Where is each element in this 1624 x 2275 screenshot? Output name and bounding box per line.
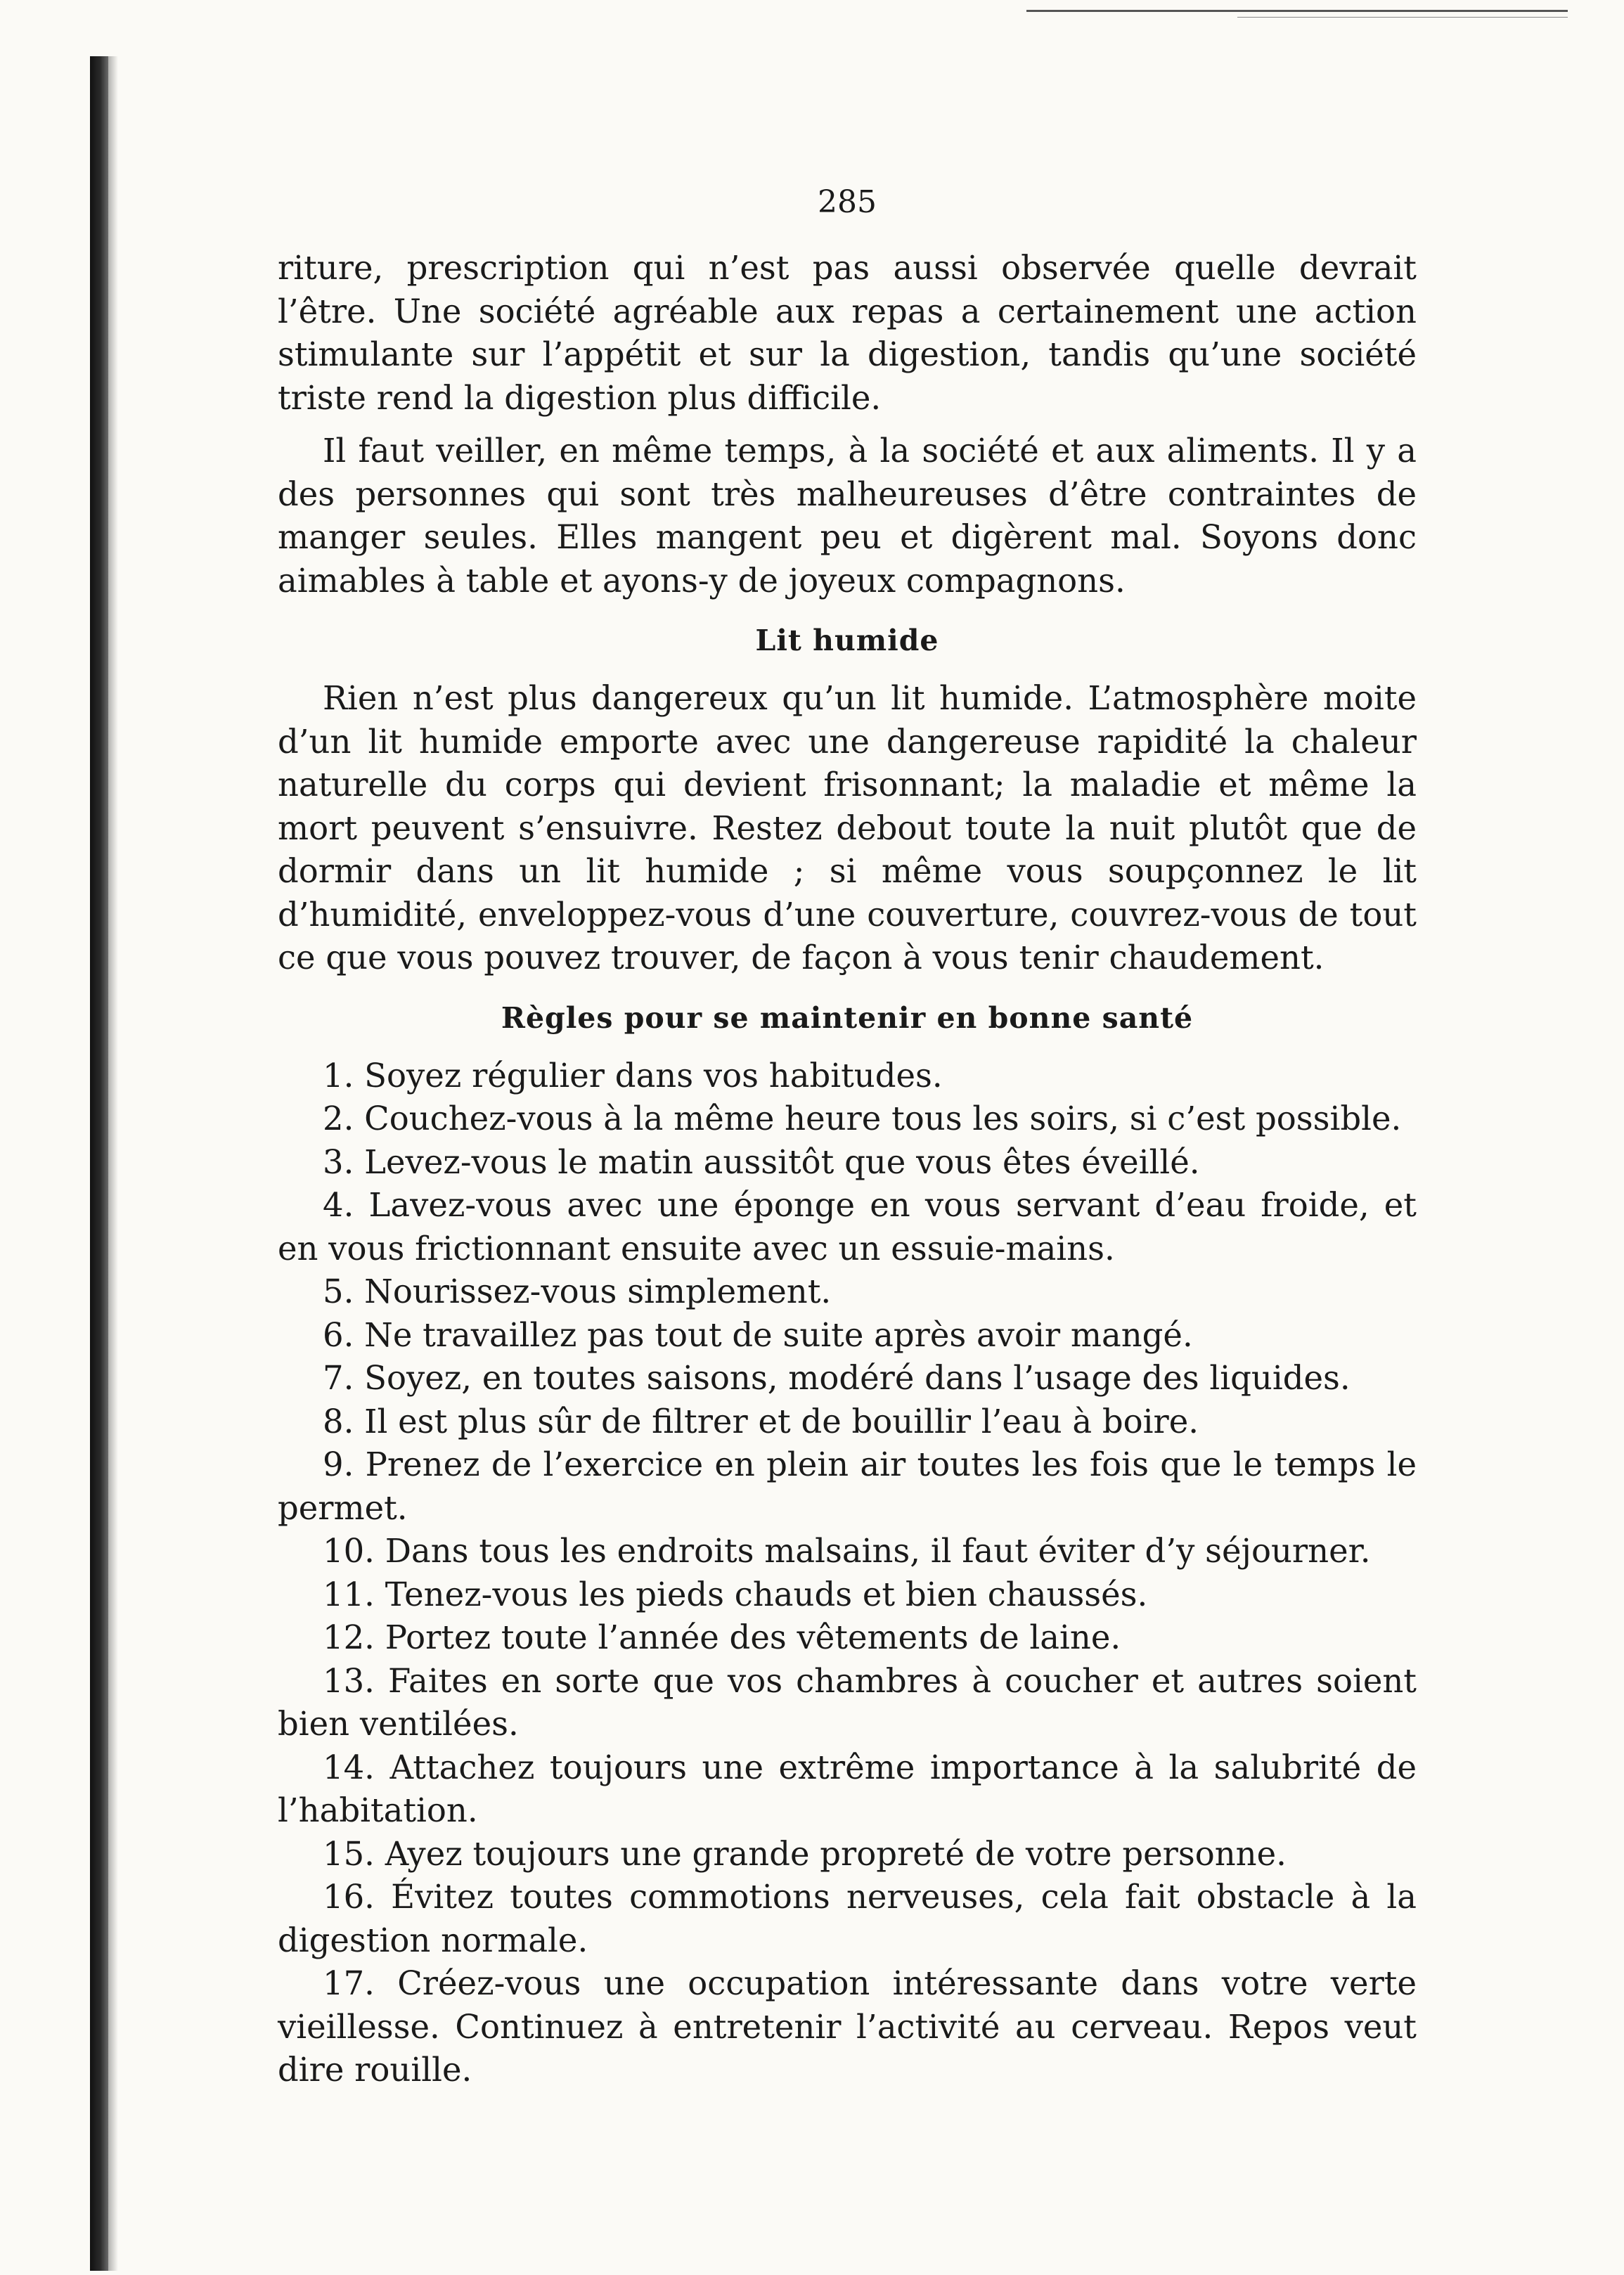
scan-binding-edge (90, 56, 108, 2271)
section-title-lit-humide: Lit humide (755, 624, 939, 657)
rule-item: 9. Prenez de l’exercice en plein air toutes les fois que le temps le permet. (278, 1445, 1417, 1527)
rule-item: 12. Portez toute l’année des vêtements de laine. (323, 1618, 1121, 1656)
scan-top-rule-thin (1237, 17, 1568, 18)
scan-top-rule (1026, 10, 1568, 12)
rule-item: 4. Lavez-vous avec une éponge en vous servant d’eau froide, et en vous frictionnant ensuite avec un essuie-mains. (278, 1186, 1417, 1268)
paragraph-continuation: riture, prescription qui n’est pas aussi observée quelle devrait l’être. Une société agréable aux repas a certainement une action stimulante sur l’appétit et sur la digestion, tandis qu’une société triste rend la digestion plus difficile. (278, 249, 1417, 417)
rule-item: 14. Attachez toujours une extrême importance à la salubrité de l’habitation. (278, 1748, 1417, 1829)
rule-item: 17. Créez-vous une occupation intéressante dans votre verte vieillesse. Continuez à entretenir l’activité au cerveau. Repos veut dire rouille. (278, 1964, 1417, 2089)
rule-item: 6. Ne travaillez pas tout de suite après avoir mangé. (323, 1315, 1193, 1354)
rule-item: 7. Soyez, en toutes saisons, modéré dans l’usage des liquides. (323, 1359, 1351, 1397)
section-title-regles: Règles pour se maintenir en bonne santé (501, 1000, 1194, 1035)
rule-item: 8. Il est plus sûr de filtrer et de bouillir l’eau à boire. (323, 1402, 1199, 1441)
paragraph-lit-humide: Rien n’est plus dangereux qu’un lit humide. L’atmosphère moite d’un lit humide emporte avec une dangereuse rapidité la chaleur naturelle du corps qui devient frisonnant; la maladie et même la mort peuvent s’ensuivre. Restez debout toute la nuit plutôt que de dormir dans un lit humide ; si même vous soupçonnez le lit d’humidité, enveloppez-vous d’une couverture, couvrez-vous de tout ce que vous pouvez trouver, de façon à vous tenir chaudement. (278, 679, 1417, 977)
rule-item: 16. Évitez toutes commotions nerveuses, cela fait obstacle à la digestion normale. (278, 1878, 1417, 1959)
rules-list (278, 1055, 1417, 2092)
rule-item: 2. Couchez-vous à la même heure tous les soirs, si c’est possible. (323, 1100, 1402, 1138)
rule-item: 13. Faites en sorte que vos chambres à coucher et autres soient bien ventilées. (278, 1661, 1417, 1743)
rule-item: 3. Levez-vous le matin aussitôt que vous êtes éveillé. (323, 1142, 1200, 1181)
paragraph-society: Il faut veiller, en même temps, à la société et aux aliments. Il y a des personnes qui sont très malheureuses d’être contraintes de manger seules. Elles mangent peu et digèrent mal. Soyons donc aimables à table et ayons-y de joyeux compagnons. (278, 432, 1417, 600)
rule-item: 10. Dans tous les endroits malsains, il faut éviter d’y séjourner. (323, 1532, 1371, 1570)
rule-item: 15. Ayez toujours une grande propreté de votre personne. (323, 1834, 1287, 1873)
rule-item: 11. Tenez-vous les pieds chauds et bien chaussés. (323, 1575, 1148, 1613)
rule-item: 1. Soyez régulier dans vos habitudes. (323, 1056, 943, 1095)
scan-binding-shadow (108, 56, 118, 2271)
book-page (278, 184, 1417, 2092)
rule-item: 5. Nourissez-vous simplement. (323, 1272, 832, 1310)
page-number: 285 (818, 184, 877, 220)
